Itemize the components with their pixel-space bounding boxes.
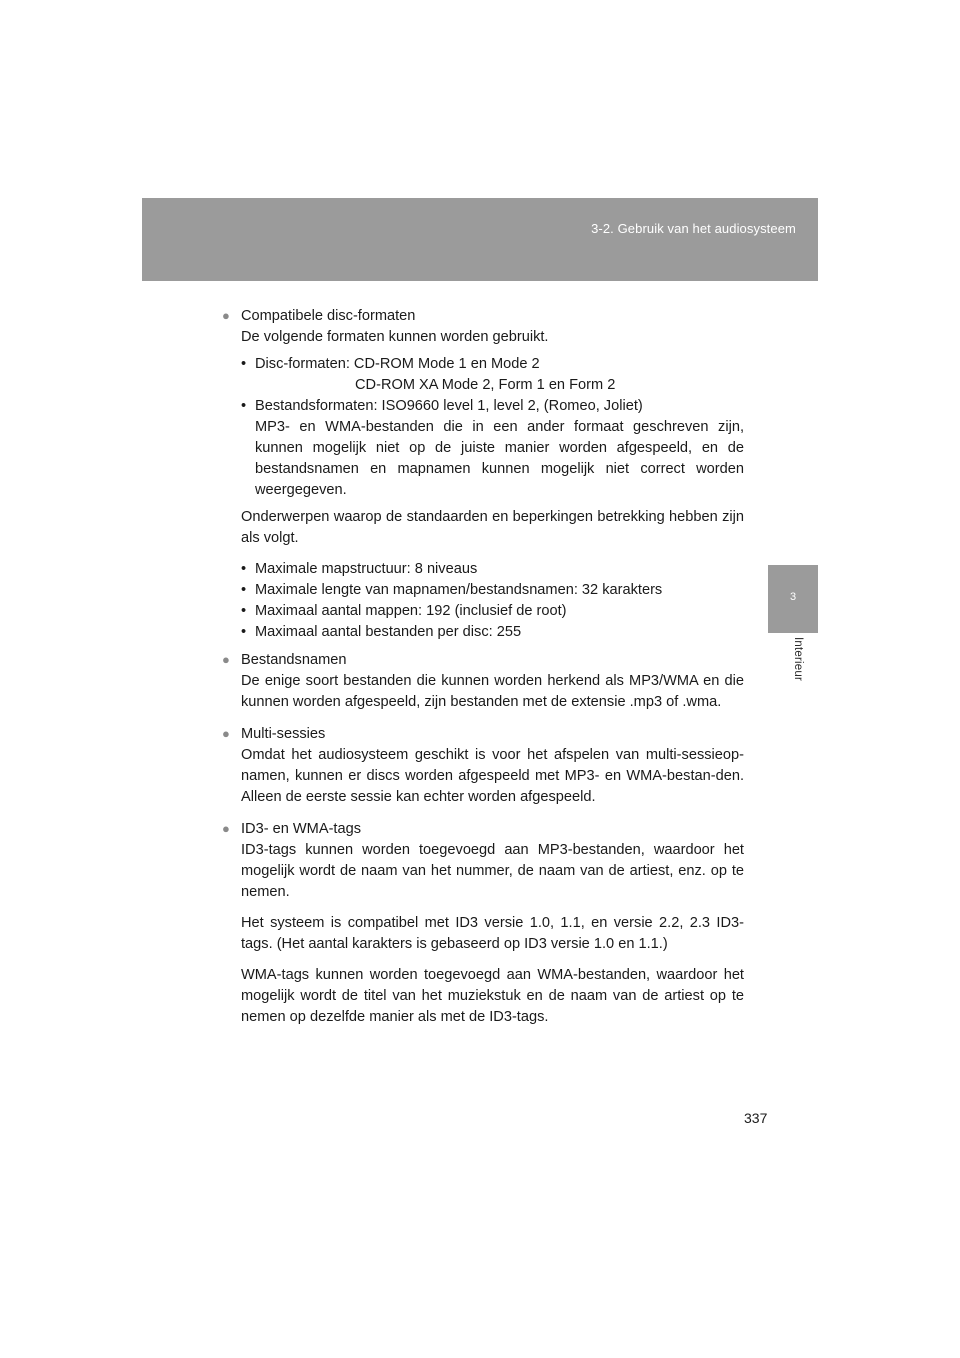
section-file-names [222, 649, 744, 713]
section-disc-formats [222, 305, 744, 643]
section-title-text: Bestandsnamen [241, 652, 347, 668]
bullet-dot-icon: • [241, 561, 247, 577]
section-title: 3-2. Gebruik van het audiosysteem [591, 221, 796, 236]
list-item: • Disc-formaten: CD-ROM Mode 1 en Mode 2 CD-ROM XA Mode 2, Form 1 en Form 2 [241, 356, 616, 393]
circle-bullet-icon: ● [222, 308, 230, 323]
bullet-dot-icon: • [241, 398, 247, 414]
paragraph: Onderwerpen waarop de standaarden en beperkingen betrekking hebben zijn als volgt. [241, 509, 744, 546]
chapter-label: Interieur [792, 637, 804, 681]
section-title-text: ID3- en WMA-tags [241, 821, 362, 837]
bullet-list [241, 559, 744, 643]
paragraph: Omdat het audiosysteem geschikt is voor het afspelen van multi-sessieop-namen, kunnen er discs worden afgespeeld met MP3- en WMA-bestan-den. Alleen de eerste sessie kan echter worden afgespeeld. [241, 747, 744, 805]
page-content [222, 305, 744, 1038]
bullet-dot-icon: • [241, 356, 247, 372]
paragraph: De enige soort bestanden die kunnen worden herkend als MP3/WMA en die kunnen worden afgespeeld, zijn bestanden met de extensie .mp3 of .wma. [241, 673, 744, 710]
list-item: • Maximaal aantal bestanden per disc: 255 [241, 622, 744, 643]
bullet-dot-icon: • [241, 624, 247, 640]
list-item: • Maximale lengte van mapnamen/bestandsnamen: 32 karakters [241, 580, 744, 601]
list-item: • Maximaal aantal mappen: 192 (inclusief de root) [241, 601, 744, 622]
chapter-number: 3 [789, 591, 797, 603]
section-heading [222, 723, 744, 745]
section-tags [222, 818, 744, 1028]
circle-bullet-icon: ● [222, 652, 230, 667]
section-title-text: Multi-sessies [241, 726, 326, 742]
header-bar [142, 198, 818, 281]
paragraph: Het systeem is compatibel met ID3 versie 1.0, 1.1, en versie 2.2, 2.3 ID3-tags. (Het aantal karakters is gebaseerd op ID3 versie 1.0 en 1.1.) [241, 915, 744, 952]
circle-bullet-icon: ● [222, 821, 230, 836]
section-multi-session [222, 723, 744, 808]
bullet-dot-icon: • [241, 603, 247, 619]
list-item: • Maximale mapstructuur: 8 niveaus [241, 559, 744, 580]
bullet-list [241, 354, 744, 501]
circle-bullet-icon: ● [222, 726, 230, 741]
paragraph: ID3-tags kunnen worden toegevoegd aan MP3-bestanden, waardoor het mogelijk wordt de naam van het nummer, de naam van de artiest, enz. op te nemen. [241, 842, 744, 900]
chapter-tab [768, 565, 818, 633]
paragraph: WMA-tags kunnen worden toegevoegd aan WMA-bestanden, waardoor het mogelijk wordt de titel van het muziekstuk en de naam van de artiest op te nemen op dezelfde manier als met de ID3-tags. [241, 967, 744, 1025]
paragraph: De volgende formaten kunnen worden gebruikt. [241, 329, 549, 345]
section-title-text: Compatibele disc-formaten [241, 308, 416, 324]
list-item: • Bestandsformaten: ISO9660 level 1, level 2, (Romeo, Joliet) MP3- en WMA-bestanden die in een ander formaat geschreven zijn, kunnen mogelijk niet op de juiste manier worden afgespeeld, en de bestandsnamen en mapnamen kunnen mogelijk niet correct worden weergegeven. [241, 398, 744, 498]
section-heading [222, 649, 744, 671]
bullet-dot-icon: • [241, 582, 247, 598]
section-heading [222, 305, 744, 327]
page-number: 337 [744, 1110, 768, 1126]
section-heading [222, 818, 744, 840]
